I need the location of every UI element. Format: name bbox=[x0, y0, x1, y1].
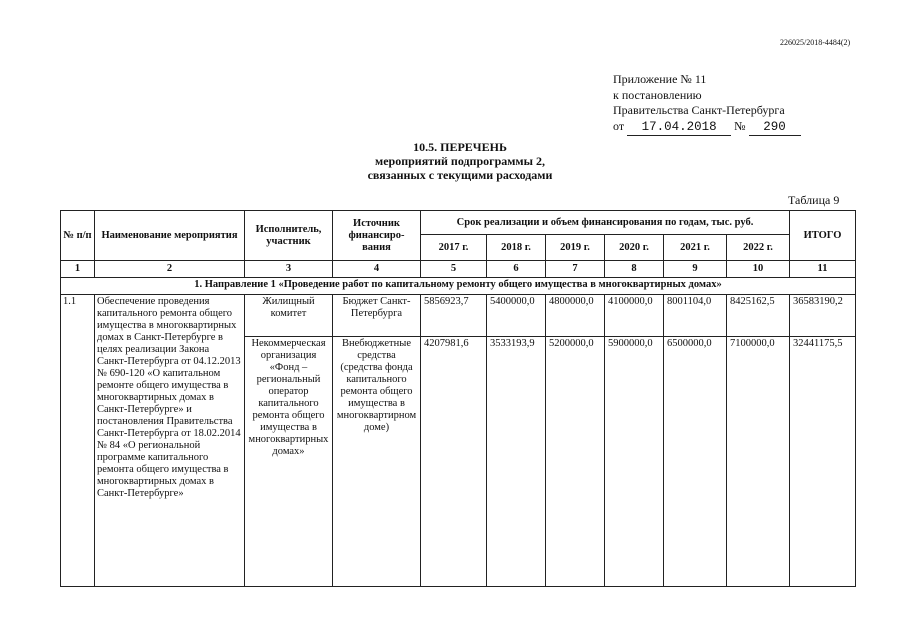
col-number: 7 bbox=[546, 261, 605, 278]
total-cell: 32441175,5 bbox=[790, 337, 856, 587]
col-number: 5 bbox=[421, 261, 487, 278]
item-name: Обеспечение проведения капитального ремонта общего имущества в многоквартирных домах в Санкт-Петербурге в целях реализации Закона Санкт-Петербурга от 04.12.2013 № 690-120 «О капитальном ремонте общего имущества в многоквартирных домах в Санкт-Петербурге» и постановления Правительства Санкт-Петербурга от 18.02.2014 № 84 «О региональной программе капитального ремонта общего имущества в многоквартирных домах в Санкт-Петербурге» bbox=[95, 295, 245, 587]
annex-number: 290 bbox=[749, 120, 801, 137]
col-number: 1 bbox=[61, 261, 95, 278]
col-number: 10 bbox=[727, 261, 790, 278]
header-year: 2021 г. bbox=[664, 235, 727, 261]
header-name: Наименование мероприятия bbox=[95, 211, 245, 261]
value-cell: 4100000,0 bbox=[605, 295, 664, 337]
value-cell: 5856923,7 bbox=[421, 295, 487, 337]
value-cell: 4207981,6 bbox=[421, 337, 487, 587]
source-cell: Внебюджетные средства (средства фонда капитального ремонта общего имущества в многоквартирном доме) bbox=[333, 337, 421, 587]
executor-cell: Некоммерческая организация «Фонд – региональный оператор капитального ремонта общего имущества в многоквартирных домах» bbox=[245, 337, 333, 587]
value-cell: 5200000,0 bbox=[546, 337, 605, 587]
document-id: 226025/2018-4484(2) bbox=[780, 38, 851, 47]
value-cell: 8425162,5 bbox=[727, 295, 790, 337]
source-cell: Бюджет Санкт-Петербурга bbox=[333, 295, 421, 337]
header-total: ИТОГО bbox=[790, 211, 856, 261]
total-cell: 36583190,2 bbox=[790, 295, 856, 337]
annex-line-1: Приложение № 11 bbox=[613, 72, 707, 86]
annex-date: 17.04.2018 bbox=[627, 120, 731, 137]
value-cell: 3533193,9 bbox=[487, 337, 546, 587]
header-year: 2018 г. bbox=[487, 235, 546, 261]
table-label: Таблица 9 bbox=[788, 193, 840, 207]
executor-cell: Жилищный комитет bbox=[245, 295, 333, 337]
value-cell: 6500000,0 bbox=[664, 337, 727, 587]
col-number: 9 bbox=[664, 261, 727, 278]
header-source: Источник финансиро-вания bbox=[333, 211, 421, 261]
value-cell: 5400000,0 bbox=[487, 295, 546, 337]
direction-heading: 1. Направление 1 «Проведение работ по капитальному ремонту общего имущества в многоквартирных домах» bbox=[61, 278, 856, 295]
header-num: № п/п bbox=[61, 211, 95, 261]
annex-block bbox=[613, 72, 801, 136]
header-year: 2020 г. bbox=[605, 235, 664, 261]
col-number: 11 bbox=[790, 261, 856, 278]
value-cell: 7100000,0 bbox=[727, 337, 790, 587]
annex-number-label: № bbox=[734, 118, 746, 133]
header-year: 2017 г. bbox=[421, 235, 487, 261]
col-number: 6 bbox=[487, 261, 546, 278]
title-line-3: связанных с текущими расходами bbox=[367, 168, 553, 182]
col-number: 8 bbox=[605, 261, 664, 278]
value-cell: 8001104,0 bbox=[664, 295, 727, 337]
title-line-2: мероприятий подпрограммы 2, bbox=[375, 154, 545, 168]
col-number: 4 bbox=[333, 261, 421, 278]
header-period: Срок реализации и объем финансирования по годам, тыс. руб. bbox=[421, 211, 790, 235]
value-cell: 5900000,0 bbox=[605, 337, 664, 587]
events-table bbox=[60, 210, 856, 587]
document-title bbox=[300, 140, 620, 182]
header-year: 2022 г. bbox=[727, 235, 790, 261]
header-year: 2019 г. bbox=[546, 235, 605, 261]
col-number: 2 bbox=[95, 261, 245, 278]
item-number: 1.1 bbox=[61, 295, 95, 587]
title-line-1: 10.5. ПЕРЕЧЕНЬ bbox=[413, 140, 507, 154]
value-cell: 4800000,0 bbox=[546, 295, 605, 337]
annex-line-3: Правительства Санкт-Петербурга bbox=[613, 103, 785, 117]
annex-line-2: к постановлению bbox=[613, 87, 702, 102]
annex-from-label: от bbox=[613, 118, 625, 133]
annex-date-line bbox=[613, 119, 801, 137]
col-number: 3 bbox=[245, 261, 333, 278]
header-executor: Исполнитель, участник bbox=[245, 211, 333, 261]
